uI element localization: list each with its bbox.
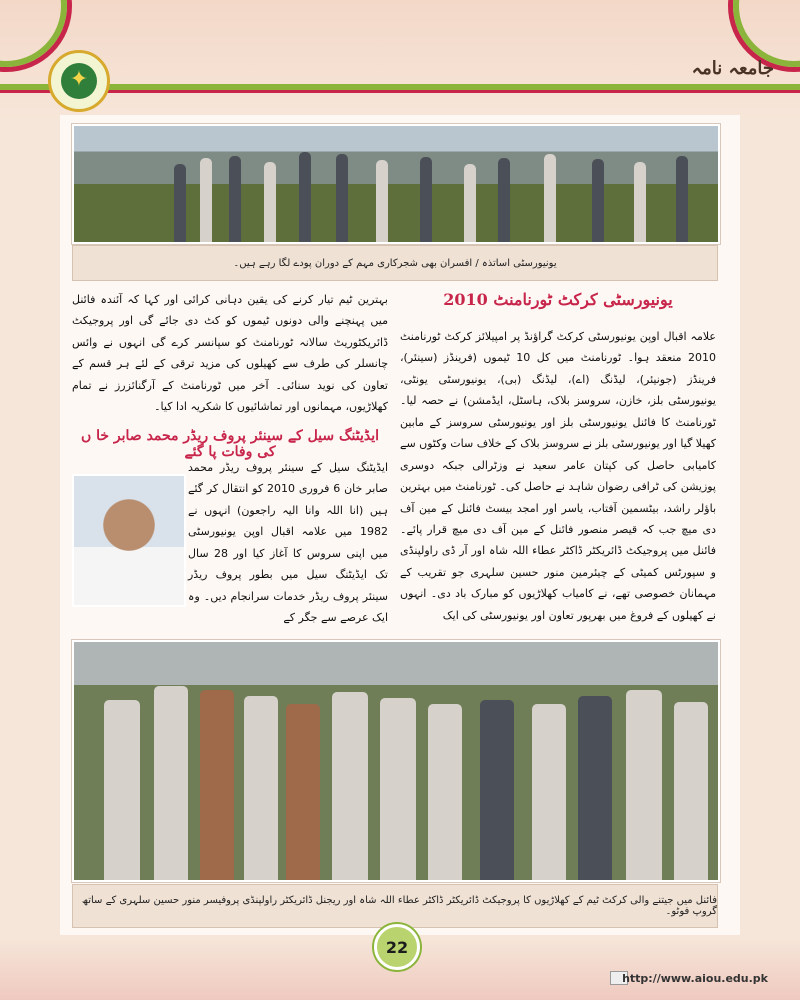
team-member-silhouette [332,692,368,880]
obituary-body: ایڈیٹنگ سیل کے سینئر پروف ریڈر محمد صابر خان 6 فروری 2010 کو انتقال کر گئے ہیں (انا اللہ وانا الیہ راجعون) انہوں نے 1982 میں علامہ اقبال اوپن یونیورسٹی میں اپنی سروس کا آغاز کیا اور 28 سال تک ایڈیٹنگ سیل میں بطور پروف ریڈر سینئر پروف ریڈر خدمات سرانجام دیں۔ وہ ایک عرصے سے جگر کے [188,461,389,625]
logo-star-icon: ✦ [69,67,89,92]
obituary-portrait [72,474,186,607]
person-silhouette [420,157,432,242]
person-silhouette [299,152,311,242]
person-silhouette [634,162,646,242]
team-member-silhouette [380,698,416,880]
cricket-article-continuation: بہترین ٹیم تیار کرنے کی یقین دہانی کرائی اور کہا کہ آئندہ فائنل میں پہنچنے والی دونوں ٹیموں کو کٹ دی جائے گی اور پروجیکٹ ڈائریکٹوریٹ سالانہ ٹورنامنٹ کو سپانسر کرے گی انہوں نے وائس چانسلر کی طرف سے کھیلوں کی مزید ترقی کے لئے ہر قسم کے تعاون کی نوید سنائی۔ آخر میں ٹورنامنٹ کے آرگنائزرز نے تمام کھلاڑیوں، مہمانوں اور تماشائیوں کا شکریہ ادا کیا۔ [72,293,388,414]
person-silhouette [264,162,276,242]
team-member-silhouette [154,686,188,880]
person-silhouette [376,160,388,242]
university-logo [48,50,110,112]
obituary-heading: ایڈیٹنگ سیل کے سینئر پروف ریڈر محمد صابر خا ں کی وفات پا گئے [80,428,380,460]
team-member-silhouette [532,704,566,880]
person-silhouette [544,154,556,242]
person-silhouette [336,154,348,242]
top-band [0,0,800,120]
tree-planting-photo [72,124,720,244]
cricket-team-group-photo [72,640,720,882]
person-silhouette [200,158,212,242]
magazine-brand-title: جامعہ نامہ [691,58,774,79]
person-silhouette [592,159,604,242]
person-silhouette [174,164,186,242]
team-member-silhouette [578,696,612,880]
website-url[interactable]: http://www.aiou.edu.pk [622,972,768,985]
team-member-silhouette [244,696,278,880]
team-member-silhouette [674,702,708,880]
person-silhouette [229,156,241,242]
person-silhouette [498,158,510,242]
team-member-silhouette [286,704,320,880]
cricket-article-body: علامہ اقبال اوپن یونیورسٹی کرکٹ گراؤنڈ پر امپیلائز کرکٹ ٹورنامنٹ 2010 منعقد ہوا۔ ٹورنامنٹ میں کل 10 ٹیموں (فرینڈز (سینئر)، فرینڈز (جونیئر)، لیڈنگ (اے)، لیڈنگ (بی)، یونیورسٹی یونٹی، یونیورسٹی بلز، خازن، سروسز بلاک، ہاسٹل، ایڈمشن) نے حصہ لیا۔ ٹورنامنٹ کا فائنل یونیورسٹی بلز اور یونیورسٹی سروسز کے مابین کھیلا گیا اور یونیورسٹی بلز نے سروسز بلاک کے خلاف سات وکٹوں سے کامیابی حاصل کی کپتان عامر سعید نے وزٹرالی جبکہ دوسری پوزیشن کی ٹرافی رضوان شاہد نے حاصل کی۔ ٹورنامنٹ میں بہترین باؤلر راشد، بیٹسمین آفتاب، یاسر اور امجد بیسٹ فائنل کے مین آف دی میچ جب کہ قیصر منصور فائنل کے مین آف دی میچ قرار پائے۔ فائنل میں پروجیکٹ ڈائریکٹر ڈاکٹر عطاء اللہ شاہ اور آر ڈی راولپنڈی و سپورٹس کمیٹی کے چیئرمین منور حسین سلہری جو تقریب کے مہمانان خصوصی تھے، نے کامیاب کھلاڑیوں کو مبارک باد دی۔ انہوں نے کھیلوں کے فروغ میں بھرپور تعاون اور یونیورسٹی کی ایک [400,330,716,622]
team-member-silhouette [200,690,234,880]
team-member-silhouette [428,704,462,880]
bottom-photo-caption: فائنل میں جیتنے والی کرکٹ ٹیم کے کھلاڑیوں کا پروجیکٹ ڈائریکٹر ڈاکٹر عطاء اللہ شاہ اور ریجنل ڈائریکٹر راولپنڈی پروفیسر منور حسین سلہری کے ساتھ گروپ فوٹو۔ [72,884,718,928]
person-silhouette [464,164,476,242]
header-pink-rule [0,90,800,93]
cricket-article-heading: یونیورسٹی کرکٹ ٹورنامنٹ 2010 [443,290,673,309]
team-member-silhouette [480,700,514,880]
top-photo-caption: یونیورسٹی اساتذہ / افسران بھی شجرکاری مہم کے دوران پودے لگا رہے ہیں۔ [72,245,718,281]
page-number: 22 [374,924,420,970]
team-member-silhouette [626,690,662,880]
team-member-silhouette [104,700,140,880]
person-silhouette [676,156,688,242]
